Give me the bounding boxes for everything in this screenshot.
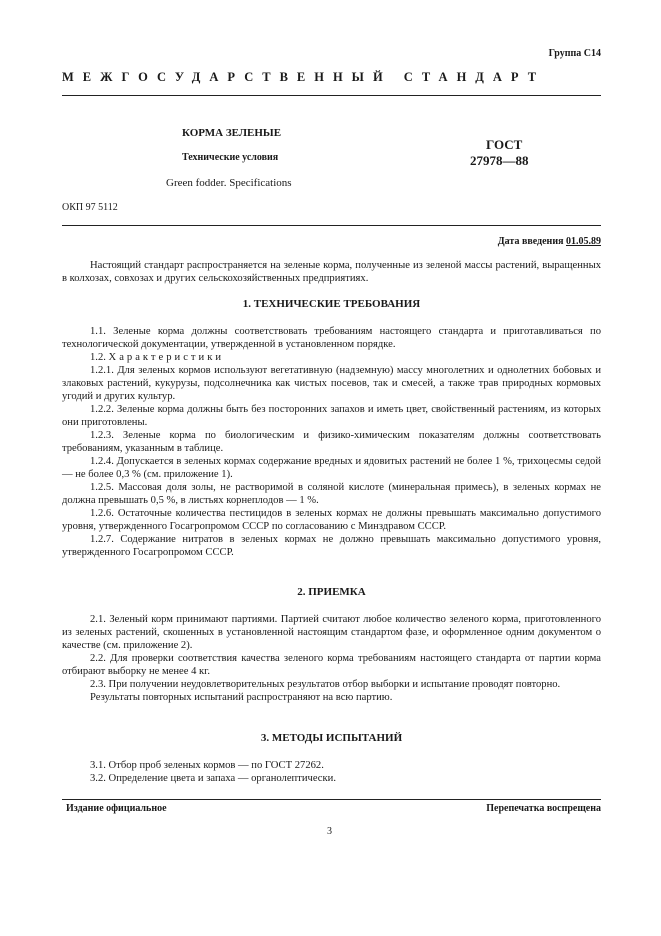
- section-2-heading: 2. ПРИЕМКА: [297, 586, 366, 598]
- date-value: 01.05.89: [566, 236, 601, 247]
- paragraph-1-2-1: 1.2.1. Для зеленых кормов используют вегетативную (надземную) массу многолетних и однолетних бобовых и злаковых растений, кукурузы, подсолнечника как чистых посевов, так и смесей, а также трав природных кормовых угодий и других культур.: [62, 365, 601, 402]
- standard-banner: МЕЖГОСУДАРСТВЕННЫЙ СТАНДАРТ: [62, 70, 546, 84]
- document-title: КОРМА ЗЕЛЕНЫЕ: [182, 127, 282, 139]
- section-2-body: [62, 613, 601, 704]
- paragraph-1-2-6: 1.2.6. Остаточные количества пестицидов в зеленых кормах не должны превышать максимально допустимого уровня, утвержденного Госагропромом СССР по согласованию с Минздравом СССР.: [62, 508, 601, 532]
- paragraph-2-1: 2.1. Зеленый корм принимают партиями. Партией считают любое количество зеленого корма, приготовленного из зеленых растений, скошенных в установленной настоящим стандартом фазе, и оформленное одним документом о качестве (см. приложение 2).: [62, 614, 601, 651]
- reprint-prohibited-note: Перепечатка воспрещена: [486, 803, 601, 814]
- gost-label: ГОСТ: [486, 137, 523, 152]
- section-3-body: [62, 759, 601, 785]
- paragraph-2-4: Результаты повторных испытаний распространяют на всю партию.: [90, 692, 393, 703]
- section-2-heading-block: [62, 586, 601, 599]
- intro-paragraph: Настоящий стандарт распространяется на зеленые корма, полученные из зеленой массы растений, выращенных в колхозах, совхозах и других сельскохозяйственных предприятиях.: [62, 260, 601, 284]
- paragraph-1-2-word: Характеристики: [108, 352, 225, 363]
- introduction-date: [498, 236, 601, 247]
- paragraph-1-2-7: 1.2.7. Содержание нитратов в зеленых кормах не должно превышать максимально допустимого уровня, утвержденного Госагропромом СССР.: [62, 534, 601, 558]
- paragraph-1-2-number: 1.2.: [90, 352, 106, 363]
- official-edition-note: Издание официальное: [66, 803, 167, 814]
- paragraph-3-1: 3.1. Отбор проб зеленых кормов — по ГОСТ 27262.: [90, 760, 324, 771]
- section-3-heading: 3. МЕТОДЫ ИСПЫТАНИЙ: [260, 732, 403, 744]
- section-1-body: [62, 325, 601, 559]
- section-3-heading-block: [62, 732, 601, 745]
- intro-block: [62, 259, 601, 285]
- header-rule: [62, 95, 601, 96]
- paragraph-1-2-5: 1.2.5. Массовая доля золы, не растворимой в соляной кислоте (минеральная примесь), в зеленых кормах не должна превышать 0,5 %, в листьях корнеплодов — 1 %.: [62, 482, 601, 506]
- paragraph-1-1: 1.1. Зеленые корма должны соответствовать требованиям настоящего стандарта и приготавливаться по технологической документации, утвержденной в установленном порядке.: [62, 326, 601, 350]
- paragraph-1-2-3: 1.2.3. Зеленые корма по биологическим и физико-химическим показателям должны соответствовать требованиям, указанным в таблице.: [62, 430, 601, 454]
- paragraph-1-2: [62, 351, 601, 364]
- section-1-heading-block: [62, 298, 601, 311]
- date-label: Дата введения: [497, 236, 564, 247]
- english-title: Green fodder. Specifications: [166, 177, 292, 189]
- paragraph-1-2-4: 1.2.4. Допускается в зеленых кормах содержание вредных и ядовитых растений не более 1 %, трихоцесмы седой — не более 0,3 % (см. приложение 1).: [62, 456, 601, 480]
- gost-number: 27978—88: [470, 153, 529, 168]
- footer-rule: [62, 799, 601, 800]
- paragraph-2-3: 2.3. При получении неудовлетворительных результатов отбор выборки и испытание проводят повторно.: [90, 679, 561, 690]
- okp-code: ОКП 97 5112: [62, 202, 118, 213]
- title-rule: [62, 225, 601, 226]
- paragraph-1-2-2: 1.2.2. Зеленые корма должны быть без посторонних запахов и иметь цвет, свойственный растениям, из которых они приготовлены.: [62, 404, 601, 428]
- document-subtitle: Технические условия: [182, 152, 279, 163]
- section-1-heading: 1. ТЕХНИЧЕСКИЕ ТРЕБОВАНИЯ: [242, 298, 421, 310]
- group-code: Группа С14: [548, 48, 601, 59]
- page-number: 3: [327, 826, 332, 837]
- paragraph-2-2: 2.2. Для проверки соответствия качества зеленого корма требованиям настоящего стандарта от партии корма отбирают выборку не менее 4 кг.: [62, 653, 601, 677]
- paragraph-3-2: 3.2. Определение цвета и запаха — органолептически.: [90, 773, 336, 784]
